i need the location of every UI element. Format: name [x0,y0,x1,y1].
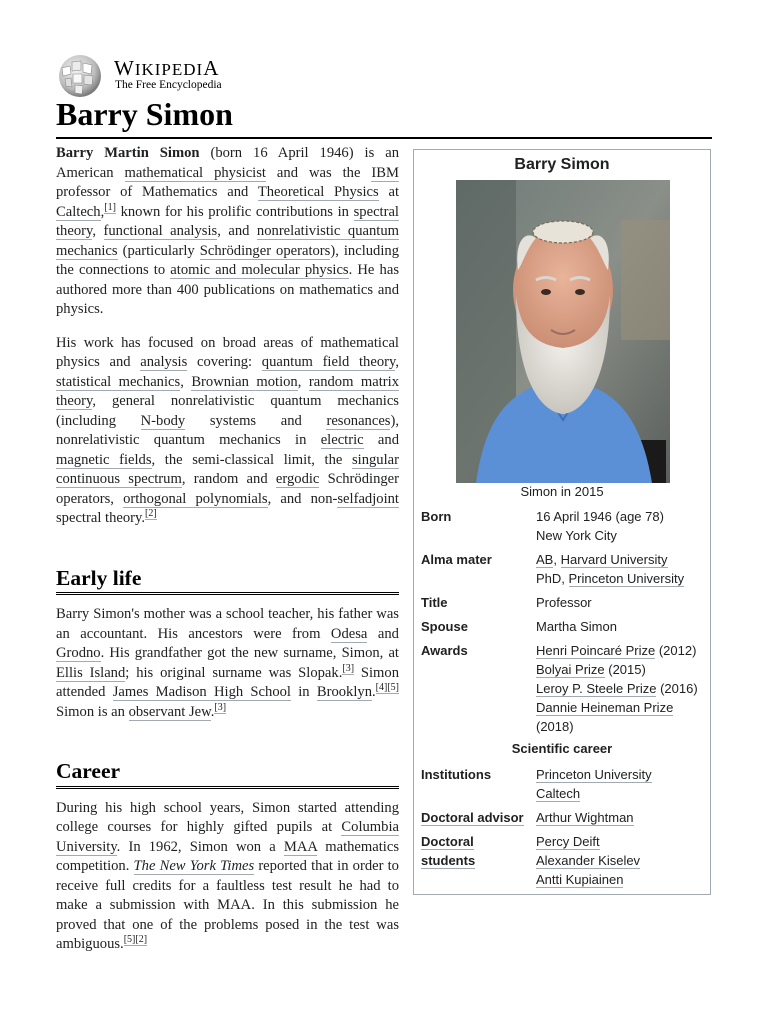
awards-label: Awards [421,643,468,658]
wikipedia-tagline: The Free Encyclopedia [115,79,222,91]
wikipedia-globe-logo[interactable] [56,54,104,98]
infobox-title: Barry Simon [514,156,610,173]
doctoral-advisor-label [421,808,533,827]
link-odesa[interactable]: Odesa [330,625,368,642]
link-spectral-theory[interactable]: spectral theory [56,203,399,239]
link-theoretical-physics[interactable]: Theoretical Physics [257,184,379,200]
link-atomic-molecular-physics[interactable]: atomic and molecular physics [170,262,349,278]
ref-2[interactable]: [2] [145,508,157,520]
link-antti-kupiainen[interactable]: Antti Kupiainen [536,872,624,887]
link-statistical-mechanics[interactable]: statistical mechanics [56,373,181,390]
ref-5b[interactable]: [5] [123,934,136,946]
ref-3b[interactable]: [3] [214,701,227,713]
link-magnetic-fields[interactable]: magnetic fields [56,451,152,468]
alma-mater-value: AB, Harvard University PhD, Princeton University [536,552,685,586]
link-grodno[interactable]: Grodno [56,645,101,661]
doctoral-advisor-value [536,808,711,827]
link-functional-analysis[interactable]: functional analysis [103,223,218,239]
link-ibm[interactable]: IBM [371,164,399,181]
born-value: 16 April 1946 (age 78) New York City [536,509,664,543]
link-resonances[interactable]: resonances [326,412,391,429]
ref-3[interactable]: [3] [342,662,355,674]
link-brooklyn[interactable]: Brooklyn [316,684,372,700]
link-new-york-times[interactable]: The New York Times [133,858,255,874]
link-doctoral-students[interactable]: Doctoral students [421,834,476,868]
early-life-paragraph: Barry Simon's mother was a school teacher, his father was an accountant. His ancestors were from Odesa and Grodno. His grandfather got the new surname, Simon, at Ellis Island; his original surname was Slopak.[3] Simon attended James Madison High School in Brooklyn.[4][5] Simon is an observant Jew.[3] [56,606,400,720]
photo-caption: Simon in 2015 [520,484,604,499]
awards-value: Henri Poincaré Prize (2012) Bolyai Prize (2015) Leroy P. Steele Prize (2016) Dannie Heineman Prize (2018) [536,643,698,734]
ref-4[interactable]: [4] [375,682,388,694]
link-nonrelativistic-qm[interactable]: nonrelativistic quantum mechanics [56,223,399,259]
institutions-value [536,765,711,803]
link-dannie-heineman-prize[interactable]: Dannie Heineman Prize [536,700,674,715]
institutions-label: Institutions [421,767,492,782]
link-selfadjoint[interactable]: selfadjoint [337,490,399,507]
link-brownian-motion[interactable]: Brownian motion [191,373,298,390]
link-percy-deift[interactable]: Percy Deift [536,834,600,849]
born-label: Born [421,509,452,524]
link-princeton-university-alma[interactable]: Princeton University [568,571,685,586]
link-doctoral-advisor[interactable]: Doctoral advisor [421,810,524,825]
link-james-madison-high-school[interactable]: James Madison High School [112,684,291,700]
link-caltech-infobox[interactable]: Caltech [536,786,581,801]
heading-early-life: Early life [56,569,399,596]
link-quantum-field-theory[interactable]: quantum field theory [261,354,396,370]
subject-name: Barry Martin Simon [56,145,200,161]
heading-career: Career [56,762,399,789]
spouse-label: Spouse [421,619,468,634]
link-ellis-island[interactable]: Ellis Island [56,664,126,681]
spouse-value: Martha Simon [536,619,617,634]
doctoral-students-label [421,832,521,870]
link-leroy-steele-prize[interactable]: Leroy P. Steele Prize [536,681,657,696]
ref-2b[interactable]: [2] [135,934,148,946]
title-label: Title [421,595,448,610]
link-arthur-wightman[interactable]: Arthur Wightman [536,810,634,825]
link-caltech[interactable]: Caltech [56,203,101,220]
link-ab[interactable]: AB [536,552,554,567]
title-divider [56,137,712,139]
scientific-career-header: Scientific career [511,741,613,756]
link-alexander-kiselev[interactable]: Alexander Kiselev [536,853,641,868]
title-value: Professor [536,595,592,610]
wikipedia-wordmark[interactable]: WIKIPEDIA [114,56,220,80]
ref-1[interactable]: [1] [104,201,116,213]
link-harvard-university[interactable]: Harvard University [560,552,668,567]
link-bolyai-prize[interactable]: Bolyai Prize [536,662,605,677]
infobox [413,149,711,895]
page-title: Barry Simon [56,96,233,132]
link-schrodinger-operators[interactable]: Schrödinger operators [199,242,331,259]
link-henri-poincare-prize[interactable]: Henri Poincaré Prize [536,643,656,658]
link-columbia-university[interactable]: Columbia University [56,819,399,855]
link-princeton-university[interactable]: Princeton University [536,767,652,782]
intro-paragraph: Barry Martin Simon (born 16 April 1946) is an American mathematical physicist and was the IBM professor of Mathematics and Theoretical Physics at Caltech,[1] known for his prolific contributions in spectral theory, functional analysis, and nonrelativistic quantum mechanics (particularly Schrödinger operators), including the connections to atomic and molecular physics. He has authored more than 400 publications on mathematics and physics. [56,145,399,317]
link-random-matrix-theory[interactable]: random matrix theory [56,373,400,409]
career-paragraph: During his high school years, Simon started attending college courses for highly gifted pupils at Columbia University. In 1962, Simon won a MAA mathematics competition. The New York Times reported that in order to receive full credits for a faultless test result he had to make a submission with MAA. In this submission he proved that one of the problems posed in the test was ambiguous.[5][2] [56,799,399,952]
ref-5[interactable]: [5] [387,682,399,694]
portrait-photo[interactable] [456,180,670,483]
link-electric[interactable]: electric [320,432,364,448]
work-paragraph: His work has focused on broad areas of mathematical physics and analysis covering: quantum field theory, statistical mechanics, Brownian motion, random matrix theory, general nonrelativistic quantum mechanics (including N-body systems and resonances), nonrelativistic quantum mechanics in electric and magnetic fields, the semi-classical limit, the singular continuous spectrum, random and ergodic Schrödinger operators, orthogonal polynomials, and non-selfadjoint spectral theory.[2] [56,334,400,526]
link-singular-continuous-spectrum[interactable]: singular continuous spectrum [56,451,400,487]
link-observant-jew[interactable]: observant Jew [128,703,211,720]
wikipedia-header [56,54,356,98]
link-orthogonal-polynomials[interactable]: orthogonal polynomials [123,490,268,507]
doctoral-students-value [536,832,711,889]
alma-mater-label: Alma mater [421,552,492,567]
link-n-body[interactable]: N-body [140,412,186,429]
link-mathematical-physicist[interactable]: mathematical physicist [124,164,266,181]
article-body [56,144,399,969]
link-ergodic[interactable]: ergodic [275,471,320,487]
link-analysis[interactable]: analysis [140,354,188,370]
link-maa[interactable]: MAA [283,838,318,855]
